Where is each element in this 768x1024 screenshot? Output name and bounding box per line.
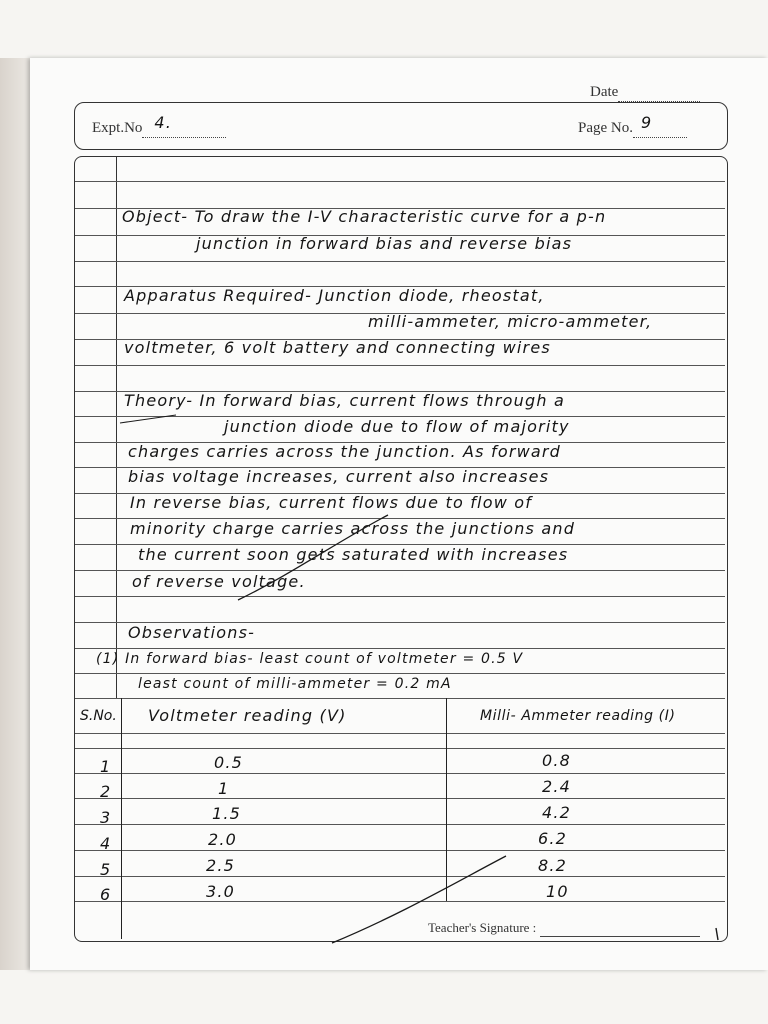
object-line-1: Object- To draw the I-V characteristic curve for a p-n bbox=[122, 207, 607, 226]
expt-label: Expt.No bbox=[92, 120, 143, 136]
table-cell-current: 6.2 bbox=[538, 829, 568, 848]
table-cell-sno: 1 bbox=[100, 757, 112, 776]
table-cell-voltage: 1.5 bbox=[212, 804, 242, 823]
table-cell-voltage: 2.0 bbox=[208, 830, 238, 849]
teacher-signature-label: Teacher's Signature : bbox=[428, 920, 537, 935]
page-number: 9 bbox=[641, 113, 653, 132]
table-cell-voltage: 2.5 bbox=[206, 856, 236, 875]
tick-stroke-theory bbox=[120, 415, 176, 423]
theory-line-8: of reverse voltage. bbox=[132, 572, 306, 591]
theory-line-5: In reverse bias, current flows due to flow of bbox=[130, 493, 533, 512]
tick-stroke-right bbox=[716, 928, 718, 940]
apparatus-line-2: milli-ammeter, micro-ammeter, bbox=[368, 312, 653, 331]
page-label: Page No. bbox=[578, 120, 633, 136]
apparatus-line-1: Apparatus Required- Junction diode, rheostat, bbox=[124, 286, 545, 305]
theory-line-3: charges carries across the junction. As forward bbox=[128, 442, 562, 461]
table-header-ammeter: Milli- Ammeter reading (I) bbox=[480, 708, 676, 724]
table-header-voltmeter: Voltmeter reading (V) bbox=[148, 706, 347, 725]
table-cell-current: 0.8 bbox=[542, 751, 572, 770]
table-cell-voltage: 1 bbox=[218, 779, 230, 798]
table-header-sno: S.No. bbox=[80, 708, 117, 724]
table-cell-voltage: 3.0 bbox=[206, 882, 236, 901]
table-cell-current: 4.2 bbox=[542, 803, 572, 822]
table-cell-sno: 5 bbox=[100, 860, 112, 879]
table-cell-voltage: 0.5 bbox=[214, 753, 244, 772]
check-stroke-theory bbox=[238, 515, 388, 600]
expt-number: 4. bbox=[154, 113, 173, 132]
observations-line-2: least count of milli-ammeter = 0.2 mA bbox=[138, 676, 452, 692]
table-cell-sno: 2 bbox=[100, 782, 112, 801]
object-line-2: junction in forward bias and reverse bias bbox=[196, 234, 573, 253]
table-cell-sno: 6 bbox=[100, 885, 112, 904]
table-cell-sno: 4 bbox=[100, 834, 112, 853]
theory-line-1: Theory- In forward bias, current flows through a bbox=[124, 391, 565, 410]
table-cell-sno: 3 bbox=[100, 808, 112, 827]
observations-line-1: (1) In forward bias- least count of voltmeter = 0.5 V bbox=[96, 651, 524, 667]
table-cell-current: 2.4 bbox=[542, 777, 572, 796]
theory-line-7: the current soon gets saturated with increases bbox=[138, 545, 569, 564]
theory-line-4: bias voltage increases, current also increases bbox=[128, 467, 550, 486]
observations-heading: Observations- bbox=[128, 623, 256, 642]
theory-line-6: minority charge carries across the junctions and bbox=[130, 519, 576, 538]
date-label: Date bbox=[590, 84, 619, 100]
table-cell-current: 8.2 bbox=[538, 856, 568, 875]
theory-line-2: junction diode due to flow of majority bbox=[224, 417, 570, 436]
check-stroke-table bbox=[332, 856, 506, 943]
table-cell-current: 10 bbox=[546, 882, 569, 901]
apparatus-line-3: voltmeter, 6 volt battery and connecting wires bbox=[124, 338, 551, 357]
